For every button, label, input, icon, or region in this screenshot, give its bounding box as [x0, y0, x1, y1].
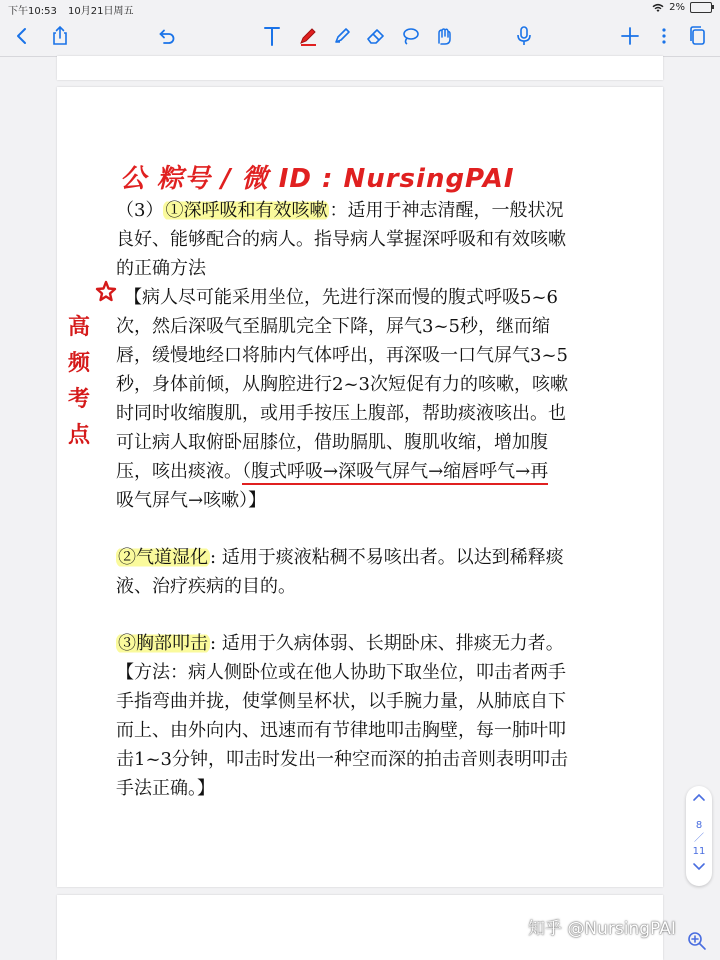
method-line-5: 时同时收缩腹肌，或用手按压上腹部，帮助痰液咳出。也 — [116, 403, 566, 424]
wifi-icon — [652, 3, 664, 13]
chevron-up-icon[interactable] — [692, 792, 706, 802]
humidify-line-2: 液、治疗疾病的目的。 — [116, 576, 296, 597]
pages-icon[interactable] — [684, 22, 712, 50]
highlighter-icon[interactable] — [328, 22, 356, 50]
star-mark-icon — [95, 280, 117, 302]
previous-page-edge — [57, 56, 663, 80]
back-icon[interactable] — [8, 22, 36, 50]
highlight-humidify: ②气道湿化 — [118, 547, 208, 568]
page-scroll-indicator[interactable] — [686, 786, 712, 886]
percussion-line-6: 手法正确。】 — [116, 778, 215, 799]
method-line-3: 唇，缓慢地经口将肺内气体呼出，再深吸一口气屏气3~5 — [116, 345, 568, 366]
watermark: 知乎 @NursingPAI — [528, 919, 676, 939]
method-line-7 — [116, 457, 616, 486]
method-line-7-text: 压，咳出痰液。 — [116, 461, 242, 482]
eraser-icon[interactable] — [362, 22, 390, 50]
text-tool-icon[interactable] — [258, 22, 286, 50]
undo-icon[interactable] — [152, 22, 180, 50]
method-line-6: 可让病人取俯卧屈膝位，借助膈肌、腹肌收缩，增加腹 — [116, 432, 548, 453]
method-line-4: 秒，身体前倾，从胸腔进行2~3次短促有力的咳嗽，咳嗽 — [116, 374, 568, 395]
method-line-8: 吸气屏气→咳嗽）】 — [116, 490, 267, 511]
highlight-percussion: ③胸部叩击 — [118, 633, 208, 654]
percussion-line-5: 击1~3分钟，叩击时发出一种空而深的拍击音则表明叩击 — [116, 749, 568, 770]
pen-icon[interactable] — [294, 22, 322, 50]
share-icon[interactable] — [46, 22, 74, 50]
humidify-text-1: : 适用于痰液粘稠不易咳出者。以达到稀释痰 — [210, 547, 564, 568]
paragraph-gap — [116, 601, 616, 629]
method-line-2: 次，然后深吸气至膈肌完全下降，屏气3~5秒，继而缩 — [116, 316, 550, 337]
percussion-line-2: 【方法：病人侧卧位或在他人协助下取坐位，叩击者两手 — [116, 662, 566, 683]
microphone-icon[interactable] — [510, 22, 538, 50]
section-number: （3） — [116, 200, 164, 221]
highlight-deep-breathing: ①深呼吸和有效咳嗽 — [165, 200, 328, 221]
more-icon[interactable] — [650, 22, 678, 50]
current-page-number: 8 — [695, 820, 703, 831]
percussion-text-1: : 适用于久病体弱、长期卧床、排痰无力者。 — [210, 633, 564, 654]
shape-icon[interactable] — [430, 22, 458, 50]
humidify-line-1 — [116, 543, 616, 572]
page-separator: ／ — [694, 833, 704, 844]
add-icon[interactable] — [616, 22, 644, 50]
underlined-summary: （腹式呼吸→深吸气屏气→缩唇呼气→再 — [242, 461, 548, 485]
total-page-number: 11 — [692, 846, 706, 857]
status-bar — [0, 0, 720, 16]
side-note-key-point: 高频考点 — [68, 315, 91, 448]
section-3-line-2: 良好、能够配合的病人。指导病人掌握深呼吸和有效咳嗽 — [116, 229, 566, 250]
chevron-down-icon[interactable] — [692, 862, 706, 872]
section-3-line-1 — [116, 196, 616, 225]
paragraph-gap — [116, 515, 616, 543]
note-body — [116, 196, 616, 803]
percussion-line-3: 手指弯曲并拢，使掌侧呈杯状，以手腕力量，从肺底自下 — [116, 691, 566, 712]
section-3-line-3: 的正确方法 — [116, 258, 206, 279]
handwritten-header: 公 粽号 / 微 ID : NursingPAI — [120, 164, 515, 194]
status-time: 下午10:53 — [8, 6, 57, 17]
toolbar — [0, 16, 720, 57]
status-right — [652, 2, 712, 13]
status-date: 10月21日周五 — [68, 6, 134, 17]
method-line-1: 【病人尽可能采用坐位，先进行深而慢的腹式呼吸5~6 — [124, 287, 558, 308]
battery-percent: 2% — [669, 2, 685, 13]
battery-icon — [690, 2, 712, 13]
zoom-icon[interactable] — [686, 930, 708, 952]
lasso-icon[interactable] — [396, 22, 424, 50]
percussion-line-1 — [116, 629, 616, 658]
section-3-text: ：适用于神志清醒，一般状况 — [329, 200, 564, 221]
percussion-line-4: 而上、由外向内、迅速而有节律地叩击胸壁，每一肺叶叩 — [116, 720, 566, 741]
